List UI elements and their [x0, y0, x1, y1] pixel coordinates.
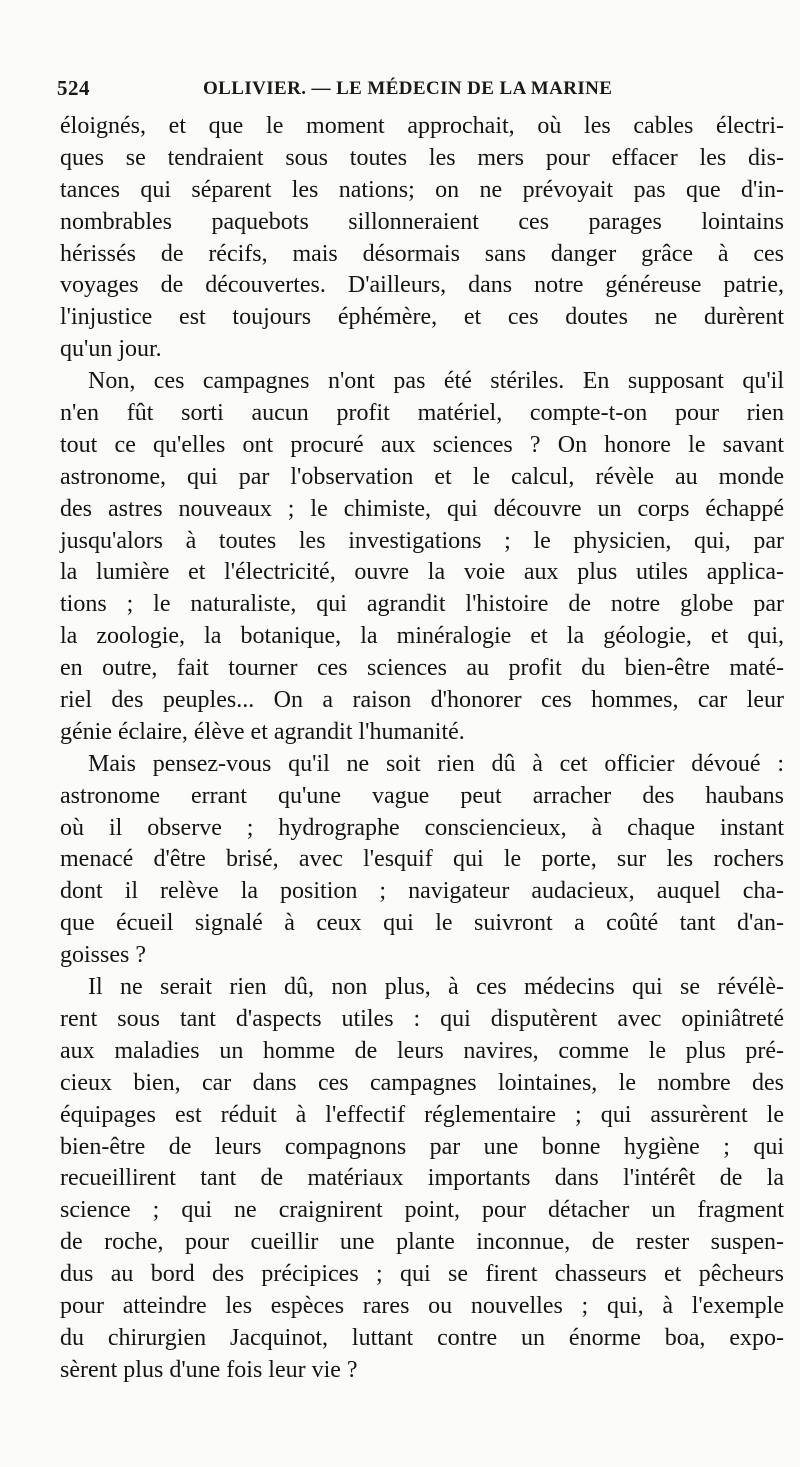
- text-line: la lumière et l'électricité, ouvre la voie aux plus utiles applica-: [60, 559, 784, 586]
- text-line: qu'un jour.: [60, 336, 162, 363]
- text-line: en outre, fait tourner ces sciences au profit du bien-être maté-: [60, 655, 784, 682]
- text-line: l'injustice est toujours éphémère, et ces doutes ne durèrent: [60, 304, 784, 331]
- text-line: tout ce qu'elles ont procuré aux sciences ? On honore le savant: [60, 431, 784, 458]
- text-line: recueillirent tant de matériaux importants dans l'intérêt de la: [60, 1165, 784, 1192]
- text-line: aux maladies un homme de leurs navires, comme le plus pré-: [60, 1037, 784, 1064]
- text-line: de roche, pour cueillir une plante inconnue, de rester suspen-: [60, 1229, 784, 1256]
- text-line: riel des peuples... On a raison d'honorer ces hommes, car leur: [60, 687, 784, 714]
- running-head: [57, 76, 757, 108]
- text-line: génie éclaire, élève et agrandit l'humanité.: [60, 718, 465, 745]
- text-line: la zoologie, la botanique, la minéralogie et la géologie, et qui,: [60, 623, 784, 650]
- text-line: Il ne serait rien dû, non plus, à ces médecins qui se révélè-: [88, 974, 784, 1001]
- text-line: que écueil signalé à ceux qui le suivront a coûté tant d'an-: [60, 910, 784, 937]
- text-line: éloignés, et que le moment approchait, où les cables électri-: [60, 113, 784, 139]
- text-line: dont il relève la position ; navigateur audacieux, auquel cha-: [60, 878, 784, 905]
- text-line: dus au bord des précipices ; qui se firent chasseurs et pêcheurs: [60, 1261, 784, 1288]
- text-line: goisses ?: [60, 942, 146, 969]
- text-line: tions ; le naturaliste, qui agrandit l'histoire de notre globe par: [60, 591, 784, 618]
- text-line: tances qui séparent les nations; on ne prévoyait pas que d'in-: [60, 176, 784, 203]
- text-line: astronome, qui par l'observation et le calcul, révèle au monde: [60, 463, 784, 490]
- text-line: équipages est réduit à l'effectif réglementaire ; qui assurèrent le: [60, 1101, 784, 1128]
- text-line: Non, ces campagnes n'ont pas été stériles. En supposant qu'il: [88, 368, 784, 395]
- text-line: des astres nouveaux ; le chimiste, qui découvre un corps échappé: [60, 495, 784, 522]
- text-line: où il observe ; hydrographe consciencieux, à chaque instant: [60, 814, 784, 841]
- text-line: cieux bien, car dans ces campagnes lointaines, le nombre des: [60, 1069, 784, 1096]
- text-line: menacé d'être brisé, avec l'esquif qui le porte, sur les rochers: [60, 846, 784, 873]
- text-line: science ; qui ne craignirent point, pour détacher un fragment: [60, 1197, 784, 1224]
- text-line: du chirurgien Jacquinot, luttant contre un énorme boa, expo-: [60, 1324, 784, 1351]
- text-line: nombrables paquebots sillonneraient ces parages lointains: [60, 208, 784, 235]
- text-line: pour atteindre les espèces rares ou nouvelles ; qui, à l'exemple: [60, 1292, 784, 1319]
- text-line: astronome errant qu'une vague peut arracher des haubans: [60, 782, 784, 809]
- text-line: n'en fût sorti aucun profit matériel, compte-t-on pour rien: [60, 400, 784, 427]
- text-line: Mais pensez-vous qu'il ne soit rien dû à cet officier dévoué :: [88, 750, 784, 777]
- page-number: 524: [57, 76, 90, 100]
- text-line: bien-être de leurs compagnons par une bonne hygiène ; qui: [60, 1133, 784, 1160]
- text-line: voyages de découvertes. D'ailleurs, dans notre généreuse patrie,: [60, 272, 784, 299]
- running-title: OLLIVIER. — LE MÉDECIN DE LA MARINE: [203, 78, 613, 99]
- text-line: hérissés de récifs, mais désormais sans danger grâce à ces: [60, 240, 784, 267]
- text-line: sèrent plus d'une fois leur vie ?: [60, 1356, 358, 1383]
- text-line: rent sous tant d'aspects utiles : qui disputèrent avec opiniâtreté: [60, 1005, 784, 1032]
- body-text: [60, 111, 784, 1387]
- text-line: jusqu'alors à toutes les investigations ; le physicien, qui, par: [60, 527, 784, 554]
- text-line: ques se tendraient sous toutes les mers pour effacer les dis-: [60, 144, 784, 171]
